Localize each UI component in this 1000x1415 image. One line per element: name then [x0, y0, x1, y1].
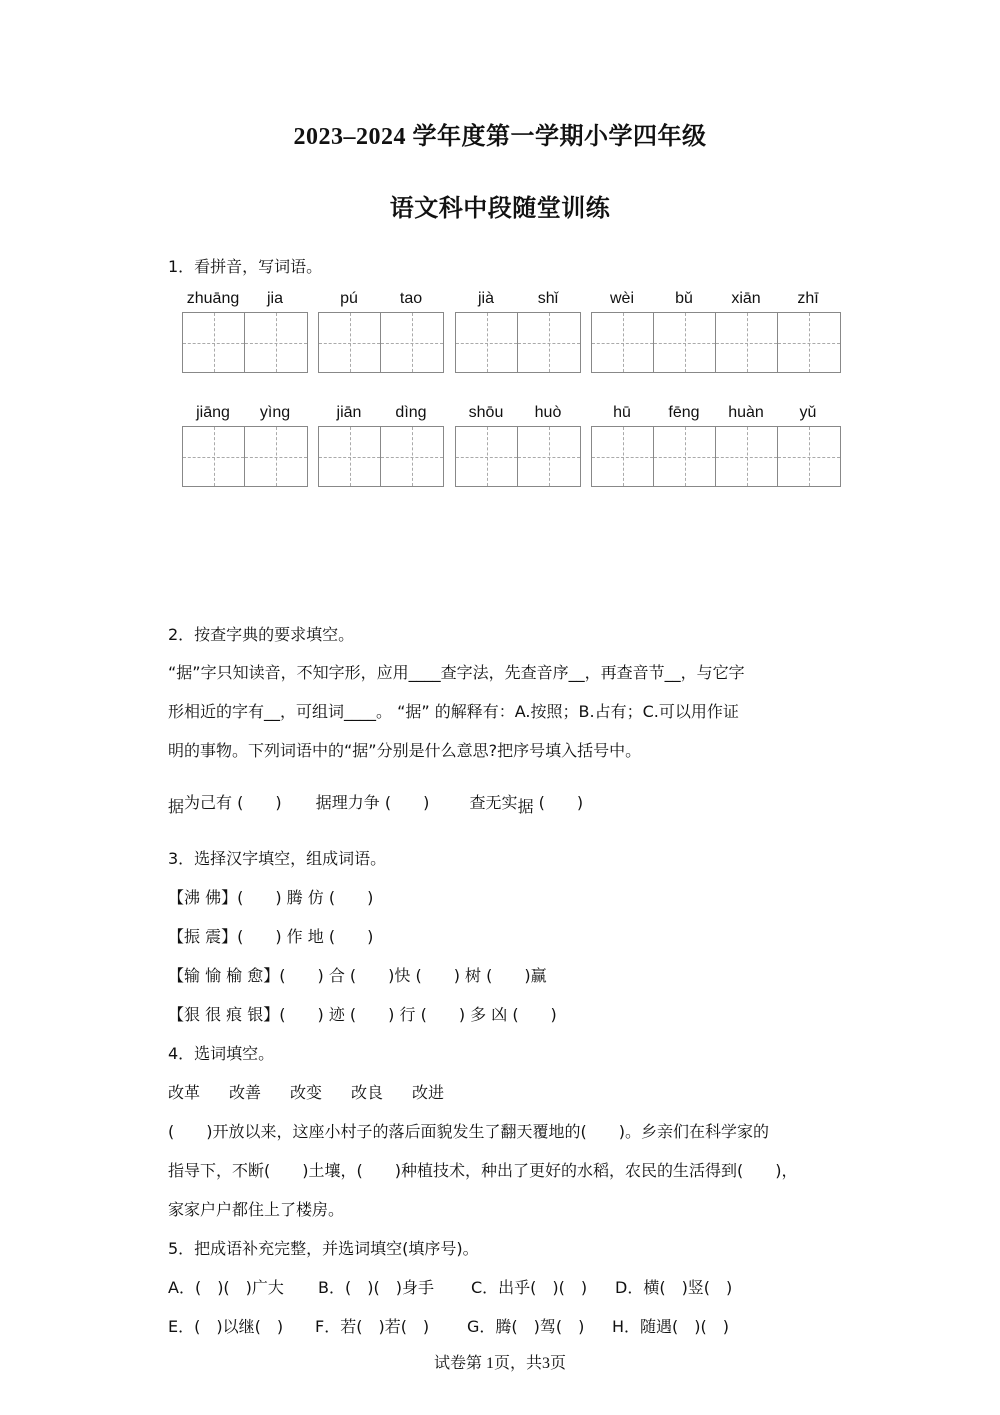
pinyin: dìng: [395, 404, 427, 421]
grid-cell[interactable]: [592, 313, 654, 372]
q5-idiom: B．( )( )身手: [318, 1278, 434, 1297]
q2-text-line: 形相近的字有__，可组词____。 “据” 的解释有：A.按照；B.占有；C.可以用作证: [168, 702, 739, 721]
q4-word: 改善: [229, 1083, 262, 1102]
q2-item-a: 为己有 ( ): [184, 793, 282, 812]
pinyin: zhī: [797, 290, 819, 307]
grid-cell[interactable]: [245, 427, 307, 486]
pinyin-row-1: [182, 290, 842, 310]
q4-word: 改进: [412, 1083, 445, 1102]
title-line-1: 2023–2024 学年度第一学期小学四年级: [293, 124, 707, 150]
q2-heading: 2．按查字典的要求填空。: [168, 625, 355, 644]
pinyin: pú: [340, 290, 358, 307]
grid-row-2: [182, 426, 842, 489]
grid-cell[interactable]: [654, 313, 716, 372]
q4-word: 改革: [168, 1083, 201, 1102]
answer-grid[interactable]: [455, 426, 581, 487]
pinyin: shǐ: [537, 290, 559, 307]
pinyin: yìng: [259, 404, 291, 421]
answer-grid[interactable]: [182, 312, 308, 373]
pinyin: hū: [613, 404, 631, 421]
q4-word: 改变: [290, 1083, 323, 1102]
pinyin: bǔ: [675, 290, 693, 307]
q5-idiom: A．( )( )广大: [168, 1278, 284, 1297]
grid-cell[interactable]: [518, 427, 580, 486]
pinyin: jià: [477, 290, 494, 307]
grid-cell[interactable]: [518, 313, 580, 372]
answer-grid[interactable]: [318, 312, 444, 373]
page-footer: 试卷第 1页，共3页: [433, 1355, 566, 1372]
pinyin: yǔ: [799, 404, 817, 421]
q5-idiom: H．随遇( )( ): [612, 1317, 730, 1336]
grid-cell[interactable]: [716, 313, 778, 372]
grid-cell[interactable]: [245, 313, 307, 372]
q5-heading: 5．把成语补充完整，并选词填空(填序号)。: [168, 1239, 479, 1258]
grid-cell[interactable]: [381, 313, 443, 372]
pinyin: tao: [399, 290, 423, 307]
pinyin: shōu: [468, 404, 504, 421]
grid-cell[interactable]: [778, 313, 840, 372]
q2-item-a-char: 据: [168, 797, 185, 816]
pinyin-row-2: [182, 404, 842, 424]
pinyin: huò: [534, 404, 562, 421]
title-line-2: 语文科中段随堂训练: [389, 194, 611, 222]
grid-cell[interactable]: [319, 427, 381, 486]
pinyin: jia: [266, 290, 283, 307]
q4-text-line: 家家户户都住上了楼房。: [168, 1200, 345, 1219]
answer-grid[interactable]: [455, 312, 581, 373]
q3-line: 【狠 很 痕 银】( ) 迹 ( ) 行 ( ) 多 凶 ( ): [168, 1005, 557, 1024]
grid-row-1: [182, 312, 842, 375]
q4-word: 改良: [351, 1083, 384, 1102]
pinyin: jiān: [336, 404, 362, 421]
q2-item-c-pre: 查无实: [469, 793, 518, 812]
grid-cell[interactable]: [456, 313, 518, 372]
q2-text-line: 明的事物。下列词语中的“据”分别是什么意思?把序号填入括号中。: [168, 741, 642, 760]
q4-text-line: ( )开放以来，这座小村子的落后面貌发生了翻天覆地的( )。乡亲们在科学家的: [168, 1122, 769, 1141]
q2-item-c: ( ): [533, 793, 584, 812]
grid-cell[interactable]: [456, 427, 518, 486]
grid-cell[interactable]: [716, 427, 778, 486]
q2-items: [168, 790, 584, 816]
answer-grid[interactable]: [182, 426, 308, 487]
q2-item-c-char: 据: [517, 797, 534, 816]
grid-cell[interactable]: [183, 313, 245, 372]
answer-grid[interactable]: [318, 426, 444, 487]
q3-line: 【振 震】( ) 作 地 ( ): [168, 927, 374, 946]
pinyin: fēng: [668, 404, 700, 421]
q5-idiom: G．腾( )驾( ): [467, 1317, 585, 1336]
pinyin: wèi: [609, 290, 634, 307]
grid-cell[interactable]: [778, 427, 840, 486]
q4-heading: 4．选词填空。: [168, 1044, 275, 1063]
answer-grid[interactable]: [591, 426, 841, 487]
grid-cell[interactable]: [592, 427, 654, 486]
grid-cell[interactable]: [319, 313, 381, 372]
q4-word-list: [168, 1080, 444, 1103]
q3-line: 【沸 佛】( ) 腾 仿 ( ): [168, 888, 374, 907]
q2-text-line: “据”字只知读音，不知字形，应用____查字法，先查音序__，再查音节__，与它字: [168, 663, 745, 682]
grid-cell[interactable]: [654, 427, 716, 486]
q4-text-line: 指导下，不断( )土壤，( )种植技术，种出了更好的水稻，农民的生活得到( )，: [168, 1161, 798, 1180]
q1-heading: 1．看拼音，写词语。: [168, 257, 323, 276]
q5-idiom: F．若( )若( ): [315, 1317, 430, 1336]
q3-line: 【输 愉 榆 愈】( ) 合 ( )快 ( ) 树 ( )赢: [168, 966, 547, 985]
grid-cell[interactable]: [381, 427, 443, 486]
q3-heading: 3．选择汉字填空，组成词语。: [168, 849, 387, 868]
q5-idiom: C．出乎( )( ): [471, 1278, 588, 1297]
q5-idiom: E．( )以继( ): [168, 1317, 284, 1336]
q5-idiom: D．横( )竖( ): [615, 1278, 733, 1297]
q5-row: [168, 1275, 732, 1298]
answer-grid[interactable]: [591, 312, 841, 373]
q5-row: [168, 1314, 729, 1337]
q2-item-b: 据理力争 ( ): [315, 793, 430, 812]
pinyin: jiāng: [196, 404, 230, 421]
pinyin: xiān: [731, 290, 761, 307]
grid-cell[interactable]: [183, 427, 245, 486]
pinyin: zhuāng: [186, 290, 240, 307]
pinyin: huàn: [728, 404, 764, 421]
